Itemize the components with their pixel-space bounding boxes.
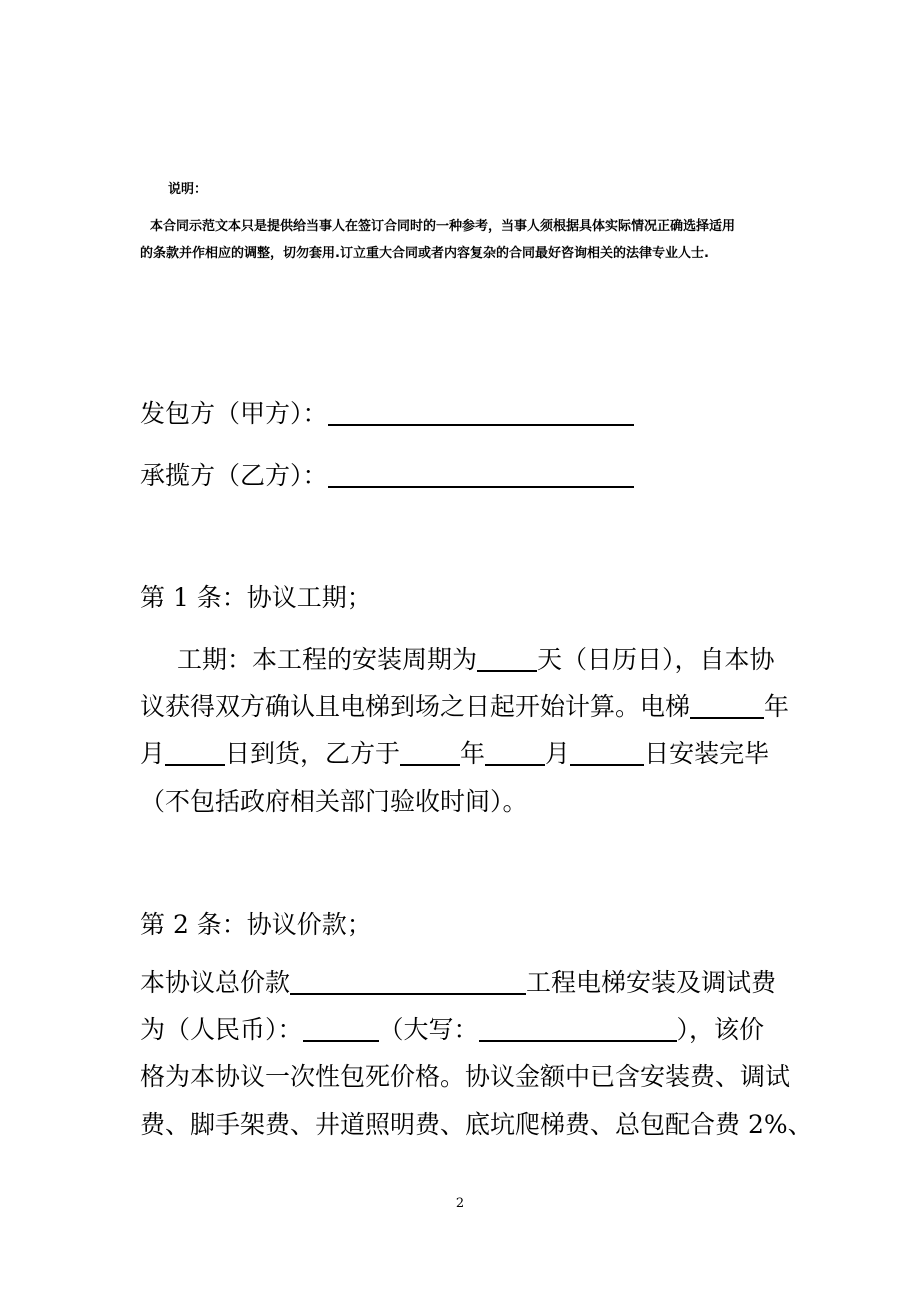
text: 年	[764, 692, 790, 721]
arrival-month-blank[interactable]	[165, 738, 225, 766]
page-number: 2	[455, 1196, 465, 1211]
disclaimer-body	[140, 213, 790, 267]
contractor-label: 承揽方（乙方）：	[140, 461, 328, 490]
article1-para-line	[140, 690, 789, 724]
disclaimer-line: 的条款并作相应的调整，切勿套用.订立重大合同或者内容复杂的合同最好咨询相关的法律专业人士.	[140, 246, 709, 261]
disclaimer-line: 本合同示范文本只是提供给当事人在签订合同时的一种参考，当事人须根据具体实际情况正确选择适用	[150, 219, 736, 234]
text: 工程电梯安装及调试费	[526, 968, 777, 997]
text: 月	[545, 739, 571, 768]
article1-para-line	[140, 737, 769, 771]
disclaimer-title: 说明：	[168, 182, 208, 197]
text: 工期：本工程的安装周期为	[177, 645, 478, 674]
text: （大写：	[378, 1015, 479, 1044]
days-blank[interactable]	[477, 644, 537, 672]
text: 日安装完毕	[644, 739, 770, 768]
text: 为（人民币）：	[140, 1015, 303, 1044]
article1-para-line	[177, 643, 775, 677]
text: 年	[460, 739, 486, 768]
article2-para-line: 格为本协议一次性包死价格。协议金额中已含安装费、调试	[140, 1062, 791, 1091]
text: ），该价	[676, 1015, 765, 1044]
text: 本协议总价款	[140, 968, 291, 997]
text: 天（日历日），自本协	[537, 645, 775, 674]
article2-heading: 第 2 条：协议价款；	[140, 910, 372, 939]
article2-para-line	[140, 966, 776, 1000]
article1-para-line: （不包括政府相关部门验收时间）。	[140, 787, 528, 816]
finish-month-blank[interactable]	[485, 738, 545, 766]
arrival-year-blank[interactable]	[690, 691, 764, 719]
text: 月	[140, 739, 166, 768]
total-price-blank[interactable]	[290, 967, 526, 995]
article2-para-line	[140, 1013, 764, 1047]
finish-day-blank[interactable]	[570, 738, 644, 766]
article2-para-line: 费、脚手架费、井道照明费、底坑爬梯费、总包配合费 2%、	[140, 1110, 813, 1139]
article1-heading: 第 1 条：协议工期；	[140, 583, 372, 612]
amount-words-blank[interactable]	[479, 1014, 677, 1042]
text: 议获得双方确认且电梯到场之日起开始计算。电梯	[140, 692, 691, 721]
employer-label: 发包方（甲方）：	[140, 399, 328, 428]
text: 日到货，乙方于	[225, 739, 401, 768]
employer-blank[interactable]	[328, 398, 634, 426]
finish-year-blank[interactable]	[400, 738, 460, 766]
contractor-line	[140, 459, 634, 493]
contractor-blank[interactable]	[328, 460, 634, 488]
employer-line	[140, 397, 634, 431]
amount-blank[interactable]	[303, 1014, 379, 1042]
